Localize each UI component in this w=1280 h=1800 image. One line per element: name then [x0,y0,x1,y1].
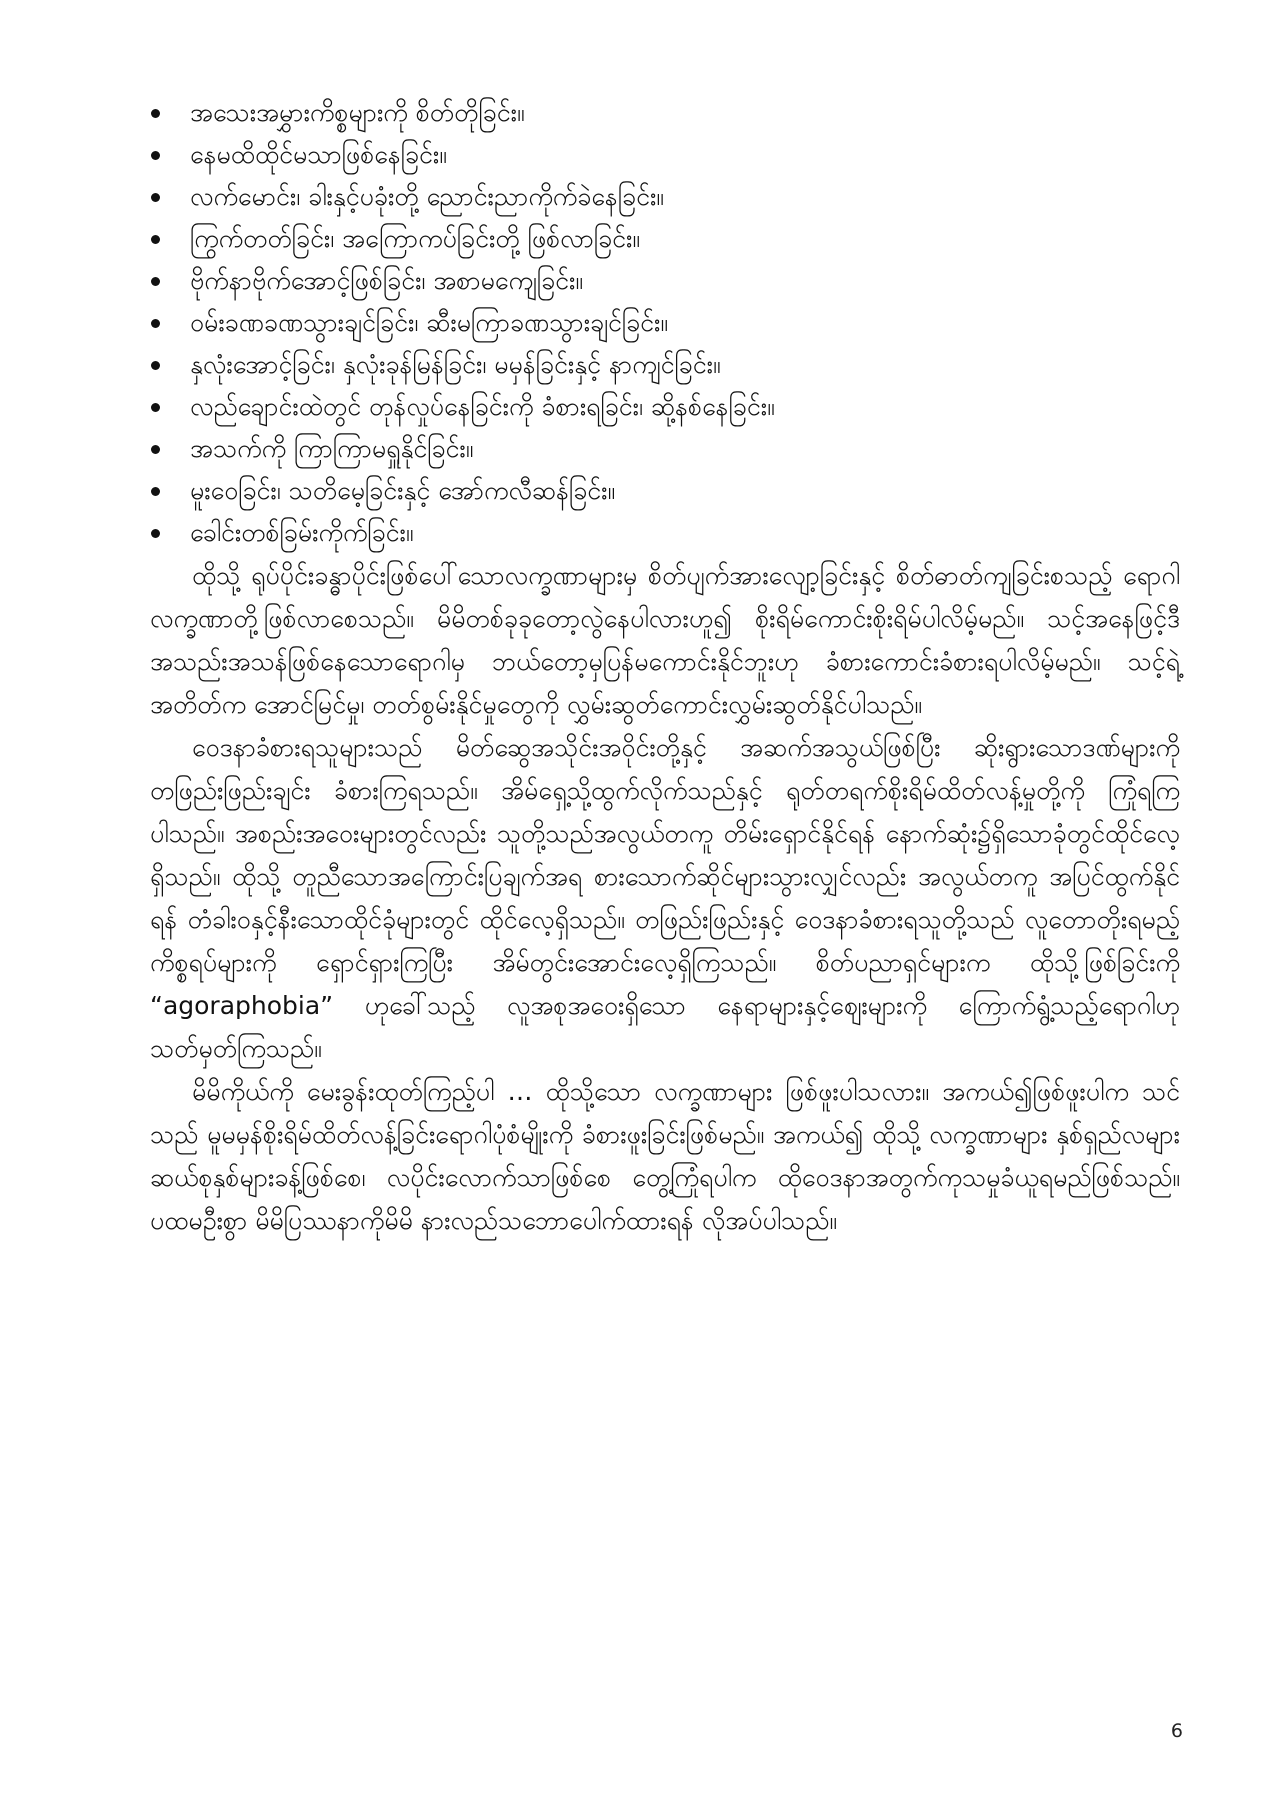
list-item-text: အသေးအမွှားကိစ္စများကို စိတ်တိုခြင်း။ [190,98,525,127]
list-item-text: လက်မောင်း၊ ခါးနှင့်ပခုံးတို့ ညောင်းညာကိုက်ခဲနေခြင်း။ [190,182,664,211]
bullet-icon [151,445,160,454]
list-item-text: လည်ချောင်းထဲတွင် တုန်လှုပ်နေခြင်းကို ခံစားရခြင်း၊ ဆို့နစ်နေခြင်း။ [190,392,775,421]
list-item-text: မူးဝေခြင်း၊ သတိမေ့ခြင်းနှင့် အော်ကလီဆန်ခြင်း။ [190,476,616,505]
body-paragraph-3: မိမိကိုယ်ကို မေးခွန်းထုတ်ကြည့်ပါ … ထိုသို့သော လက္ခဏာများ ဖြစ်ဖူးပါသလား။ အကယ်၍ဖြစ်ဖူးပါက သင်သည် မူမမှန်စိုးရိမ်ထိတ်လန့်ခြင်းရောဂါပုံစံမျိုးကို ခံစားဖူးခြင်းဖြစ်မည်။ အကယ်၍ ထိုသို့ လက္ခဏာများ နှစ်ရှည်လများဆယ်စုနှစ်များခန့်ဖြစ်စေ၊ လပိုင်းလောက်သာဖြစ်စေ တွေ့ကြုံရပါက ထိုဝေဒနာအတွက်ကုသမှုခံယူရမည်ဖြစ်သည်။ ပထမဦးစွာ မိမိပြဿနာကိုမိမိ နားလည်သဘောပေါက်ထားရန် လိုအပ်ပါသည်။ [150,1077,1180,1235]
list-item [150,260,1180,302]
bullet-icon [151,151,160,160]
body-paragraph-2: ဝေဒနာခံစားရသူများသည် မိတ်ဆွေအသိုင်းအဝိုင်းတို့နှင့် အဆက်အသွယ်ဖြစ်ပြီး ဆိုးရွားသောဒဏ်များကို တဖြည်းဖြည်းချင်း ခံစားကြရသည်။ အိမ်ရှေ့သို့ထွက်လိုက်သည်နှင့် ရုတ်တရက်စိုးရိမ်ထိတ်လန့်မှုတို့ကို ကြုံရကြပါသည်။ အစည်းအဝေးများတွင်လည်း သူတို့သည်အလွယ်တကူ တိမ်းရှောင်နိုင်ရန် နောက်ဆုံး၌ရှိသောခုံတွင်ထိုင်လေ့ရှိသည်။ ထိုသို့ တူညီသောအကြောင်းပြချက်အရ စားသောက်ဆိုင်များသွားလျှင်လည်း အလွယ်တကူ အပြင်ထွက်နိုင်ရန် တံခါးဝနှင့်နီးသောထိုင်ခုံများတွင် ထိုင်လေ့ရှိသည်။ တဖြည်းဖြည်းနှင့် ဝေဒနာခံစားရသူတို့သည် လူတောတိုးရမည့်ကိစ္စရပ်များကို ရှောင်ရှားကြပြီး အိမ်တွင်းအောင်းလေ့ရှိကြသည်။ စိတ်ပညာရှင်များက ထိုသို့ဖြစ်ခြင်းကို “agoraphobia” ဟုခေါ်သည့် လူအစုအဝေးရှိသော နေရာများနှင့်ဈေးများကို ကြောက်ရွံ့သည့်ရောဂါဟု သတ်မှတ်ကြသည်။ [150,733,1180,1063]
list-item [150,218,1180,260]
list-item [150,512,1180,554]
list-item-text: ကြွက်တတ်ခြင်း၊ အကြောကပ်ခြင်းတို့ ဖြစ်လာခြင်း။ [190,224,640,253]
bullet-icon [151,109,160,118]
list-item [150,176,1180,218]
list-item [150,302,1180,344]
list-item-text: နေမထိထိုင်မသာဖြစ်နေခြင်း။ [190,140,447,169]
body-paragraph-1: ထိုသို့ ရုပ်ပိုင်းခန္ဓာပိုင်းဖြစ်ပေါ်သောလက္ခဏာများမှ စိတ်ပျက်အားလျော့ခြင်းနှင့် စိတ်ဓာတ်ကျခြင်းစသည့် ရောဂါလက္ခဏာတို့ဖြစ်လာစေသည်။ မိမိတစ်ခုခုတော့လွဲနေပါလားဟူ၍ စိုးရိမ်ကောင်းစိုးရိမ်ပါလိမ့်မည်။ သင့်အနေဖြင့်ဒီအသည်းအသန်ဖြစ်နေသောရောဂါမှ ဘယ်တော့မှပြန်မကောင်းနိုင်ဘူးဟု ခံစားကောင်းခံစားရပါလိမ့်မည်။ သင့်ရဲ့အတိတ်က အောင်မြင်မှု၊ တတ်စွမ်းနိုင်မှုတွေကို လွှမ်းဆွတ်ကောင်းလွှမ်းဆွတ်နိုင်ပါသည်။ [150,561,1180,719]
bullet-icon [151,277,160,286]
bullet-icon [151,487,160,496]
page-content [150,92,1180,1242]
list-item [150,134,1180,176]
list-item-text: ဝမ်းခဏခဏသွားချင်ခြင်း၊ ဆီးမကြာခဏသွားချင်ခြင်း။ [190,308,668,337]
bullet-icon [151,193,160,202]
list-item-text: အသက်ကို ကြာကြာမရှူနိုင်ခြင်း။ [190,434,474,463]
list-item-text: နှလုံးအောင့်ခြင်း၊ နှလုံးခုန်မြန်ခြင်း၊ မမှန်ခြင်းနှင့် နာကျင်ခြင်း။ [190,350,721,379]
list-item-text: ခေါင်းတစ်ခြမ်းကိုက်ခြင်း။ [190,518,414,547]
bullet-icon [151,529,160,538]
bullet-icon [151,235,160,244]
symptom-list [150,92,1180,554]
bullet-icon [151,319,160,328]
list-item-text: ဗိုက်နာဗိုက်အောင့်ဖြစ်ခြင်း၊ အစာမကျေခြင်း။ [190,266,583,295]
list-item [150,344,1180,386]
list-item [150,92,1180,134]
list-item [150,470,1180,512]
list-item [150,428,1180,470]
bullet-icon [151,403,160,412]
bullet-icon [151,361,160,370]
page-number: 6 [1170,1720,1183,1742]
list-item [150,386,1180,428]
